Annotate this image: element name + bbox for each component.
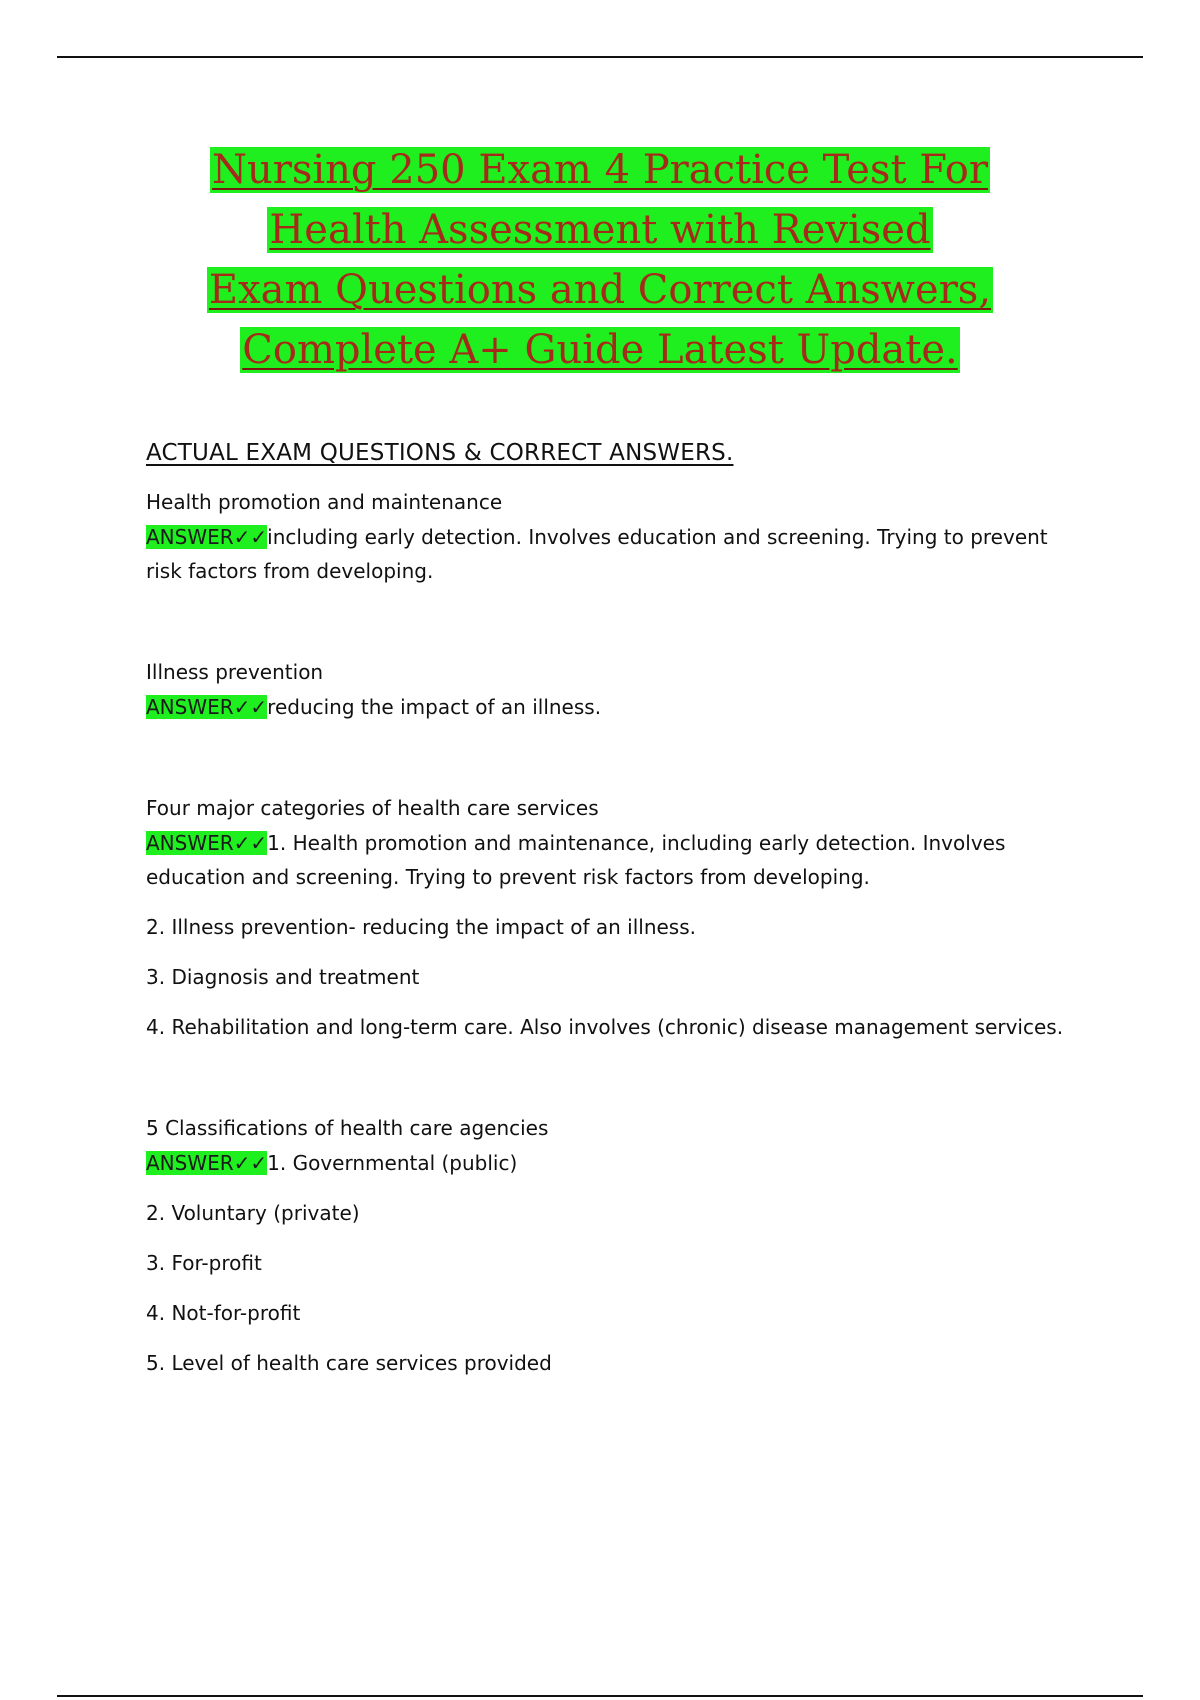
list-item: 5. Level of health care services provided xyxy=(146,1351,552,1375)
list-item: 3. Diagnosis and treatment xyxy=(146,965,420,989)
qa-block xyxy=(146,484,1086,588)
answer xyxy=(146,520,1086,588)
question: Health promotion and maintenance xyxy=(146,490,503,514)
list-item: 3. For-profit xyxy=(146,1251,262,1275)
title-line xyxy=(100,140,1100,200)
answer-text: including early detection. Involves education and screening. Trying to prevent risk factors from developing. xyxy=(146,525,1048,583)
title-line-text: Nursing 250 Exam 4 Practice Test For xyxy=(211,147,989,193)
qa-block xyxy=(146,790,1086,1044)
list-item: 4. Rehabilitation and long-term care. Also involves (chronic) disease management services. xyxy=(146,1015,1064,1039)
qa-block xyxy=(146,1110,1086,1380)
spacer xyxy=(146,724,1086,790)
question: Illness prevention xyxy=(146,660,324,684)
question: 5 Classifications of health care agencies xyxy=(146,1116,549,1140)
answer-tag: ANSWER✓✓ xyxy=(146,695,268,719)
spacer xyxy=(146,1044,1086,1110)
title-line xyxy=(100,320,1100,380)
answer-tag: ANSWER✓✓ xyxy=(146,1151,268,1175)
answer-text: 1. Governmental (public) xyxy=(267,1151,518,1175)
answer xyxy=(146,690,1086,724)
qa-block xyxy=(146,654,1086,724)
spacer xyxy=(146,588,1086,654)
question: Four major categories of health care services xyxy=(146,796,599,820)
top-rule xyxy=(57,56,1143,58)
document-body xyxy=(146,438,1086,1380)
answer-text: reducing the impact of an illness. xyxy=(267,695,602,719)
bottom-rule xyxy=(57,1695,1143,1697)
list-item: 2. Voluntary (private) xyxy=(146,1201,360,1225)
answer-tag: ANSWER✓✓ xyxy=(146,525,268,549)
list-item: 2. Illness prevention- reducing the impact of an illness. xyxy=(146,915,696,939)
title-line xyxy=(100,200,1100,260)
answer xyxy=(146,826,1086,894)
answer-tag: ANSWER✓✓ xyxy=(146,831,268,855)
title-line-text: Health Assessment with Revised xyxy=(269,207,931,253)
document-title xyxy=(100,140,1100,380)
answer-text: 1. Health promotion and maintenance, including early detection. Involves education and screening. Trying to prevent risk factors from developing. xyxy=(146,831,1006,889)
list-item: 4. Not-for-profit xyxy=(146,1301,301,1325)
answer xyxy=(146,1146,1086,1180)
section-heading: ACTUAL EXAM QUESTIONS & CORRECT ANSWERS. xyxy=(146,440,734,466)
title-line-text: Exam Questions and Correct Answers, xyxy=(208,267,992,313)
title-line-text: Complete A+ Guide Latest Update. xyxy=(242,327,958,373)
title-line xyxy=(100,260,1100,320)
